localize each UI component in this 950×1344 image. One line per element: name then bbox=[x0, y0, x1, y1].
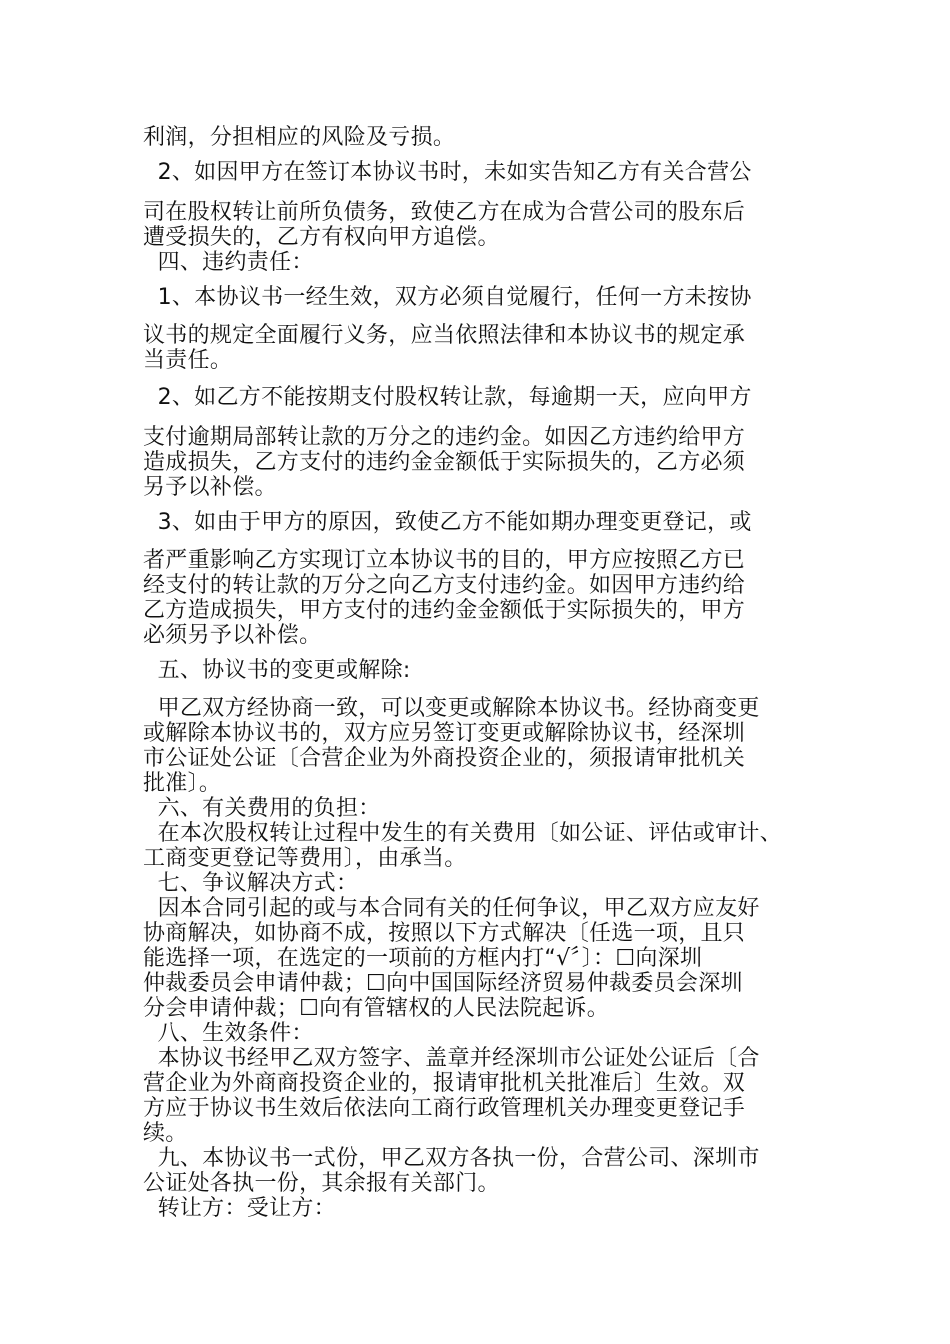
text-line: 甲乙双方经协商一致，可以变更或解除本协议书。经协商变更 bbox=[143, 696, 760, 721]
text-line: 协商解决，如协商不成，按照以下方式解决〔任选一项，且只 bbox=[143, 921, 746, 946]
text-line: 九、本协议书一式份，甲乙双方各执一份，合营公司、深圳市 bbox=[143, 1146, 760, 1171]
text-line: 分会申请仲裁；☐向有管辖权的人民法院起诉。 bbox=[143, 996, 610, 1021]
text-line: 或解除本协议书的，双方应另签订变更或解除协议书，经深圳 bbox=[143, 721, 746, 746]
text-line: 工商变更登记等费用〕，由承当。 bbox=[143, 846, 467, 871]
text-line: 公证处各执一份，其余报有关部门。 bbox=[143, 1171, 500, 1196]
text-line: 司在股权转让前所负债务，致使乙方在成为合营公司的股东后 bbox=[143, 200, 746, 225]
section-heading: 六、有关费用的负担： bbox=[143, 796, 381, 821]
text-line: 能选择一项，在选定的一项前的方框内打“√〞〕：☐向深圳 bbox=[143, 946, 703, 971]
text-line: 1、本协议书一经生效，双方必须自觉履行，任何一方未按协 bbox=[143, 285, 752, 310]
text-line: 遭受损失的，乙方有权向甲方追偿。 bbox=[143, 225, 500, 250]
text-line: 利润，分担相应的风险及亏损。 bbox=[143, 125, 456, 150]
section-heading: 五、协议书的变更或解除: bbox=[143, 658, 411, 683]
signature-line: 转让方：受让方： bbox=[143, 1196, 336, 1221]
text-line: 营企业为外商商投资企业的，报请审批机关批准后〕生效。双 bbox=[143, 1071, 746, 1096]
text-line: 支付逾期局部转让款的万分之的违约金。如因乙方违约给甲方 bbox=[143, 425, 746, 450]
text-line: 市公证处公证〔合营企业为外商投资企业的，须报请审批机关 bbox=[143, 746, 746, 771]
text-line: 乙方造成损失，甲方支付的违约金金额低于实际损失的，甲方 bbox=[143, 598, 746, 623]
section-heading: 八、生效条件： bbox=[143, 1021, 314, 1046]
text-line: 造成损失，乙方支付的违约金金额低于实际损失的，乙方必须 bbox=[143, 450, 746, 475]
text-line: 3、如由于甲方的原因，致使乙方不能如期办理变更登记，或 bbox=[143, 510, 752, 535]
text-line: 另予以补偿。 bbox=[143, 475, 277, 500]
text-line: 2、如乙方不能按期支付股权转让款，每逾期一天，应向甲方 bbox=[143, 385, 752, 410]
text-line: 续。 bbox=[143, 1121, 188, 1146]
text-line: 本协议书经甲乙双方签字、盖章并经深圳市公证处公证后〔合 bbox=[143, 1046, 760, 1071]
text-line: 批准〕。 bbox=[143, 771, 222, 796]
text-line: 经支付的转让款的万分之向乙方支付违约金。如因甲方违约给 bbox=[143, 573, 746, 598]
text-line: 必须另予以补偿。 bbox=[143, 623, 322, 648]
text-line: 当责任。 bbox=[143, 348, 233, 373]
section-heading: 七、争议解决方式： bbox=[143, 871, 359, 896]
text-line: 仲裁委员会申请仲裁；☐向中国国际经济贸易仲裁委员会深圳 bbox=[143, 971, 743, 996]
text-line: 议书的规定全面履行义务，应当依照法律和本协议书的规定承 bbox=[143, 323, 746, 348]
text-line: 在本次股权转让过程中发生的有关费用〔如公证、评估或审计、 bbox=[143, 821, 782, 846]
text-line: 因本合同引起的或与本合同有关的任何争议，甲乙双方应友好 bbox=[143, 896, 760, 921]
text-line: 者严重影响乙方实现订立本协议书的目的，甲方应按照乙方已 bbox=[143, 548, 746, 573]
text-line: 2、如因甲方在签订本协议书时，未如实告知乙方有关合营公 bbox=[143, 160, 752, 185]
text-line: 方应于协议书生效后依法向工商行政管理机关办理变更登记手 bbox=[143, 1096, 746, 1121]
section-heading: 四、违约责任： bbox=[143, 250, 314, 275]
